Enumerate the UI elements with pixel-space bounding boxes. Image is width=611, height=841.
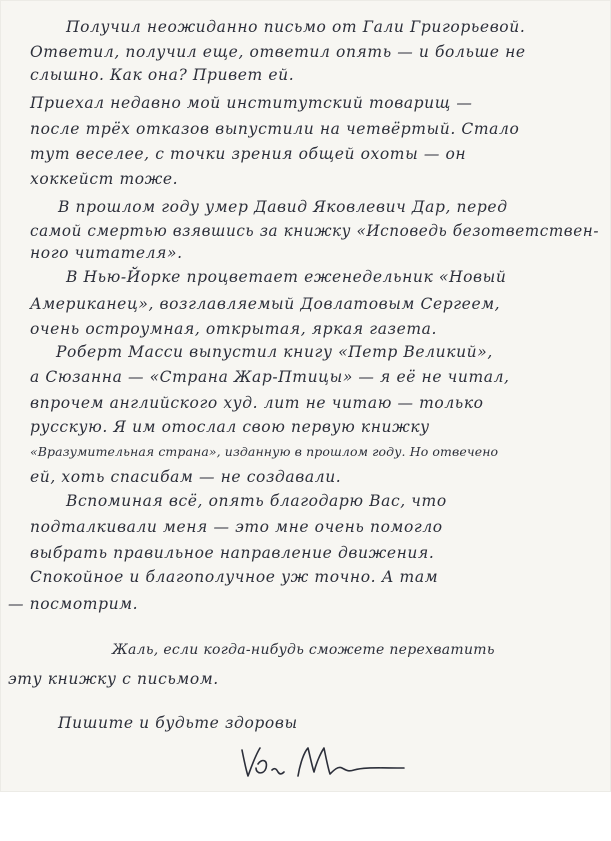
- letter-line: Вспоминая всё, опять благодарю Вас, что: [66, 492, 447, 510]
- letter-line: Американец», возглавляемый Довлатовым Сергеем,: [30, 295, 501, 313]
- letter-line: тут веселее, с точки зрения общей охоты — он: [30, 145, 467, 163]
- letter-line: ного читателя».: [30, 244, 183, 262]
- letter-line: после трёх отказов выпустили на четвёртый. Стало: [30, 120, 520, 138]
- letter-line: Спокойное и благополучное уж точно. А там: [30, 568, 439, 586]
- letter-line: «Вразумительная страна», изданную в прошлом году. Но отвечено: [30, 444, 499, 459]
- letter-line: слышно. Как она? Привет ей.: [30, 66, 295, 84]
- letter-line: В прошлом году умер Давид Яковлевич Дар, перед: [58, 198, 508, 216]
- letter-line: выбрать правильное направление движения.: [30, 544, 435, 562]
- letter-line: Жаль, если когда-нибудь сможете перехватить: [112, 642, 495, 658]
- letter-line: очень остроумная, открытая, яркая газета.: [30, 320, 438, 338]
- letter-line: ей, хоть спасибам — не создавали.: [30, 468, 342, 486]
- letter-line: хоккейст тоже.: [30, 170, 179, 188]
- letter-line: Ответил, получил еще, ответил опять — и больше не: [30, 43, 526, 61]
- letter-line: — посмотрим.: [8, 595, 139, 613]
- letter-line: Получил неожиданно письмо от Гали Григорьевой.: [66, 18, 526, 36]
- letter-line: В Нью-Йорке процветает еженедельник «Новый: [66, 268, 507, 286]
- letter-line: эту книжку с письмом.: [8, 670, 219, 688]
- letter-line: самой смертью взявшись за книжку «Исповедь безответствен-: [30, 222, 600, 240]
- letter-line: а Сюзанна — «Страна Жар-Птицы» — я её не читал,: [30, 368, 510, 386]
- letter-line: подталкивали меня — это мне очень помогло: [30, 518, 443, 536]
- letter-line: впрочем английского худ. лит не читаю — только: [30, 394, 484, 412]
- letter-line: Приехал недавно мой институтский товарищ —: [30, 94, 473, 112]
- letter-line: Роберт Масси выпустил книгу «Петр Великий»,: [56, 343, 493, 361]
- letter-closing: Пишите и будьте здоровы: [58, 714, 298, 732]
- letter-line: русскую. Я им отослал свою первую книжку: [30, 418, 430, 436]
- signature: [238, 742, 418, 782]
